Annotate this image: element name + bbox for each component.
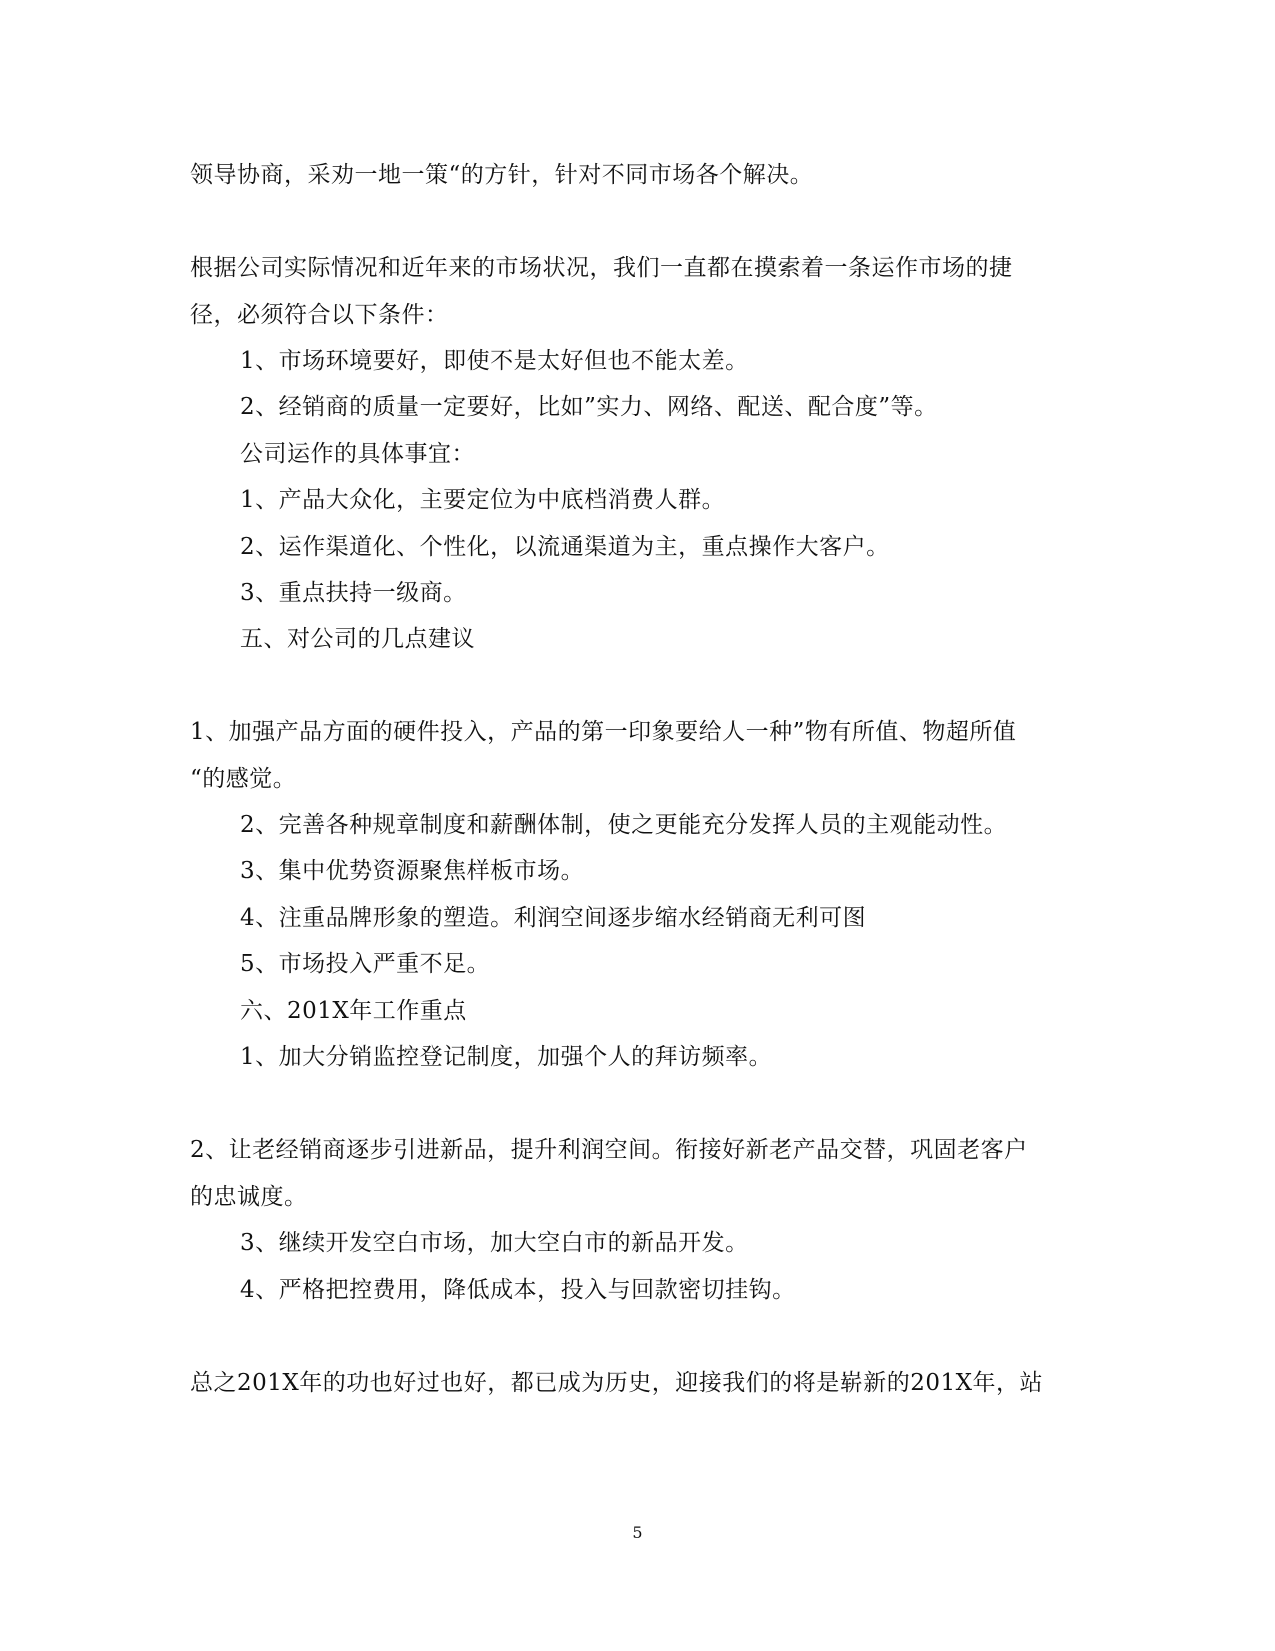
- list-item: 1、加大分销监控登记制度，加强个人的拜访频率。: [240, 1044, 773, 1070]
- text-line: 的忠诚度。: [190, 1184, 308, 1210]
- list-item: 2、运作渠道化、个性化，以流通渠道为主，重点操作大客户。: [240, 534, 890, 560]
- list-item: 1、加强产品方面的硬件投入，产品的第一印象要给人一种”物有所值、物超所值: [190, 719, 1017, 745]
- section-heading: 六、201X年工作重点: [240, 998, 467, 1024]
- list-item: 3、继续开发空白市场，加大空白市的新品开发。: [240, 1230, 749, 1256]
- page-number: 5: [632, 1523, 643, 1542]
- list-item: 2、完善各种规章制度和薪酬体制，使之更能充分发挥人员的主观能动性。: [240, 812, 1008, 838]
- section-heading: 五、对公司的几点建议: [240, 626, 475, 652]
- text-line: 根据公司实际情况和近年来的市场状况，我们一直都在摸索着一条运作市场的捷: [190, 255, 1013, 281]
- list-item: 4、严格把控费用，降低成本，投入与回款密切挂钩。: [240, 1277, 796, 1303]
- list-item: 4、注重品牌形象的塑造。利润空间逐步缩水经销商无利可图: [240, 905, 867, 931]
- text-line: 公司运作的具体事宜：: [240, 441, 475, 467]
- list-item: 1、市场环境要好，即使不是太好但也不能太差。: [240, 348, 749, 374]
- list-item: 3、重点扶持一级商。: [240, 580, 467, 606]
- text-line: 径，必须符合以下条件：: [190, 302, 449, 328]
- list-item: 1、产品大众化，主要定位为中底档消费人群。: [240, 487, 726, 513]
- list-item: 2、经销商的质量一定要好，比如”实力、网络、配送、配合度”等。: [240, 394, 938, 420]
- text-line: 总之201X年的功也好过也好，都已成为历史，迎接我们的将是崭新的201X年，站: [190, 1370, 1044, 1396]
- text-line: 领导协商，采劝一地一策“的方针，针对不同市场各个解决。: [190, 162, 814, 188]
- list-item: 5、市场投入严重不足。: [240, 951, 491, 977]
- text-line: “的感觉。: [190, 766, 297, 792]
- list-item: 3、集中优势资源聚焦样板市场。: [240, 858, 585, 884]
- list-item: 2、让老经销商逐步引进新品，提升利润空间。衔接好新老产品交替，巩固老客户: [190, 1137, 1028, 1163]
